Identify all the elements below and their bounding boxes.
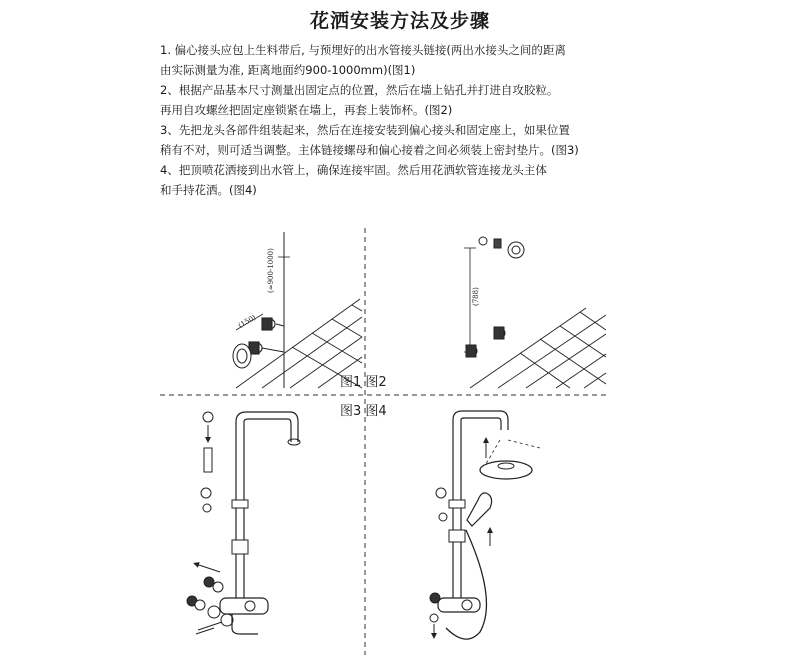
page-title: 花洒安装方法及步骤 — [309, 10, 490, 32]
dim-spacing-label: (150) — [237, 313, 258, 330]
step-line: 再用自攻螺丝把固定座锁紧在墙上，再套上装饰杯。(图2) — [160, 103, 453, 117]
dim-height-label: (≈900-1000) — [267, 248, 275, 293]
eccentric-connector — [249, 318, 284, 354]
figure-label-1-2: 图1 图2 — [340, 375, 387, 390]
figure-3 — [187, 412, 300, 634]
step-line: 由实际测量为准, 距离地面约900-1000mm)(图1) — [160, 63, 416, 77]
step-line: 稍有不对，则可适当调整。主体链接螺母和偏心接着之间必须装上密封垫片。(图3) — [160, 143, 579, 157]
decorative-cup — [233, 344, 251, 368]
step-line: 1. 偏心接头应包上生料带后, 与预埋好的出水管接头链接(两出水接头之间的距离 — [160, 43, 566, 57]
figure-1 — [233, 232, 362, 388]
floor-tiles-2 — [470, 308, 606, 388]
figure-label-3-4: 图3 图4 — [340, 404, 387, 419]
step-line: 2、根据产品基本尺寸测量出固定点的位置，然后在墙上钻孔并打进自攻胶粒。 — [160, 83, 559, 97]
step-line: 4、把顶喷花洒接到出水管上，确保连接牢固。然后用花洒软管连接龙头主体 — [160, 163, 547, 177]
figure-2 — [464, 237, 606, 388]
figure-4 — [430, 411, 540, 639]
figure-separators — [160, 228, 608, 655]
step-line: 3、先把龙头各部件组装起来，然后在连接安装到偏心接头和固定座上，如果位置 — [160, 123, 570, 137]
step-line: 和手持花洒。(图4) — [160, 183, 257, 197]
dim-788-label: (788) — [472, 287, 480, 306]
